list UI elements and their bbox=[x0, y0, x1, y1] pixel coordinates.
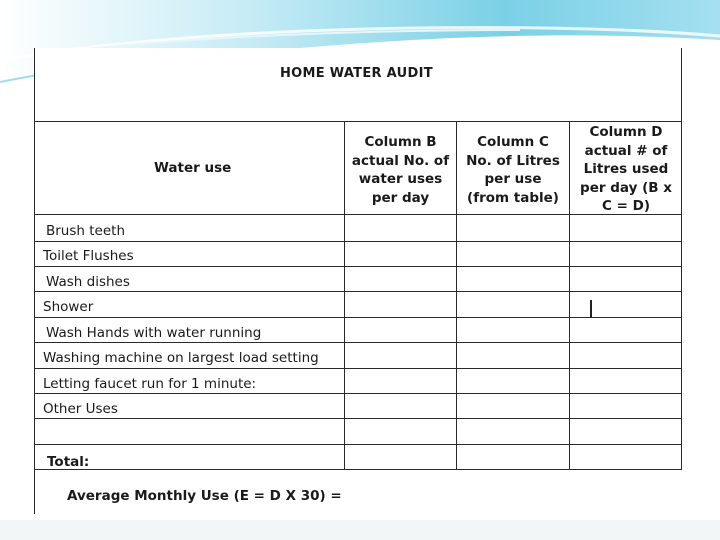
column-b-header-line: actual No. of bbox=[351, 152, 450, 169]
audit-title: HOME WATER AUDIT bbox=[280, 66, 433, 81]
monthly-use-label: Average Monthly Use (E = D X 30) = bbox=[67, 488, 342, 504]
column-d-header-line: C = D) bbox=[602, 198, 650, 214]
text-cursor bbox=[590, 300, 592, 318]
column-b-header-line: per day bbox=[371, 189, 430, 206]
row-washing-machine: Washing machine on largest load setting bbox=[43, 350, 319, 366]
column-b-header-line: Column B bbox=[364, 134, 437, 150]
water-use-header: Water use bbox=[154, 160, 232, 176]
column-b-header-line: water uses bbox=[358, 171, 443, 187]
row-faucet-run: Letting faucet run for 1 minute: bbox=[43, 376, 257, 392]
total-label: Total: bbox=[47, 454, 90, 470]
column-c-header-line: No. of Litres bbox=[466, 152, 560, 169]
row-wash-dishes: Wash dishes bbox=[46, 274, 130, 290]
column-d-header-line: Litres used bbox=[583, 161, 669, 177]
column-c-header-line: (from table) bbox=[467, 189, 559, 206]
audit-table-grid bbox=[34, 48, 682, 514]
row-toilet-flushes: Toilet Flushes bbox=[43, 248, 134, 264]
column-c-header-line: per use bbox=[484, 171, 542, 187]
column-d-header-line: Column D bbox=[589, 124, 663, 140]
audit-worksheet bbox=[34, 48, 682, 514]
column-d-header bbox=[570, 123, 682, 216]
row-brush-teeth: Brush teeth bbox=[46, 223, 126, 239]
column-b-header bbox=[345, 133, 456, 207]
column-c-header bbox=[457, 133, 569, 207]
column-d-header-line: per day (B x bbox=[580, 179, 672, 196]
column-d-header-line: actual # of bbox=[584, 142, 668, 159]
column-c-header-line: Column C bbox=[477, 134, 549, 150]
row-shower: Shower bbox=[43, 299, 94, 315]
row-wash-hands: Wash Hands with water running bbox=[46, 325, 262, 341]
row-other-uses: Other Uses bbox=[43, 401, 118, 417]
